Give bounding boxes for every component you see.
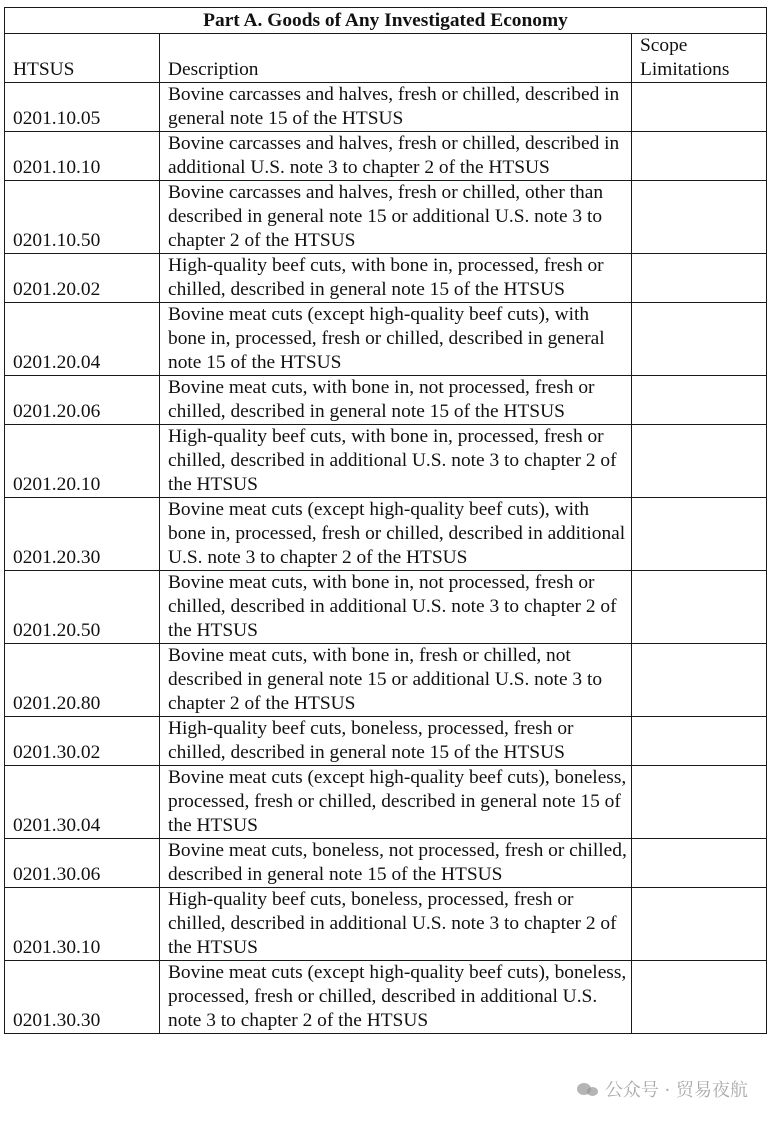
table-row <box>5 571 767 644</box>
description-cell: Bovine meat cuts (except high-quality beef cuts), with bone in, processed, fresh or chilled, described in general note 15 of the HTSUS <box>160 303 632 376</box>
table-row <box>5 181 767 254</box>
htsus-code: 0201.20.02 <box>5 254 160 303</box>
description-cell: Bovine meat cuts (except high-quality beef cuts), boneless, processed, fresh or chilled, described in additional U.S. note 3 to chapter 2 of the HTSUS <box>160 961 632 1034</box>
table-row <box>5 961 767 1034</box>
description-cell: Bovine meat cuts, with bone in, not processed, fresh or chilled, described in additional U.S. note 3 to chapter 2 of the HTSUS <box>160 571 632 644</box>
description-cell: Bovine meat cuts, with bone in, not processed, fresh or chilled, described in general note 15 of the HTSUS <box>160 376 632 425</box>
htsus-code: 0201.30.04 <box>5 766 160 839</box>
htsus-code: 0201.30.10 <box>5 888 160 961</box>
scope-limitations-cell <box>632 571 767 644</box>
description-cell: Bovine carcasses and halves, fresh or chilled, described in general note 15 of the HTSUS <box>160 83 632 132</box>
description-cell: Bovine carcasses and halves, fresh or chilled, other than described in general note 15 or additional U.S. note 3 to chapter 2 of the HTSUS <box>160 181 632 254</box>
scope-limitations-cell <box>632 303 767 376</box>
scope-limitations-cell <box>632 839 767 888</box>
table-row <box>5 303 767 376</box>
description-cell: Bovine meat cuts (except high-quality beef cuts), with bone in, processed, fresh or chilled, described in additional U.S. note 3 to chapter 2 of the HTSUS <box>160 498 632 571</box>
scope-limitations-cell <box>632 181 767 254</box>
table-title-row <box>5 8 767 34</box>
htsus-code: 0201.30.06 <box>5 839 160 888</box>
table-row <box>5 132 767 181</box>
htsus-code: 0201.10.05 <box>5 83 160 132</box>
scope-limitations-cell <box>632 717 767 766</box>
htsus-code: 0201.30.30 <box>5 961 160 1034</box>
scope-limitations-cell <box>632 644 767 717</box>
table-row <box>5 888 767 961</box>
htsus-code: 0201.20.04 <box>5 303 160 376</box>
htsus-code: 0201.10.10 <box>5 132 160 181</box>
table-header-row <box>5 34 767 83</box>
scope-limitations-cell <box>632 766 767 839</box>
table-row <box>5 498 767 571</box>
description-cell: High-quality beef cuts, with bone in, processed, fresh or chilled, described in additional U.S. note 3 to chapter 2 of the HTSUS <box>160 425 632 498</box>
table-row <box>5 425 767 498</box>
description-cell: Bovine meat cuts (except high-quality beef cuts), boneless, processed, fresh or chilled, described in general note 15 of the HTSUS <box>160 766 632 839</box>
table-row <box>5 376 767 425</box>
description-cell: Bovine carcasses and halves, fresh or chilled, described in additional U.S. note 3 to chapter 2 of the HTSUS <box>160 132 632 181</box>
table-body <box>5 83 767 1034</box>
scope-limitations-cell <box>632 83 767 132</box>
table-row <box>5 839 767 888</box>
description-cell: High-quality beef cuts, boneless, processed, fresh or chilled, described in additional U.S. note 3 to chapter 2 of the HTSUS <box>160 888 632 961</box>
description-cell: Bovine meat cuts, with bone in, fresh or chilled, not described in general note 15 or additional U.S. note 3 to chapter 2 of the HTSUS <box>160 644 632 717</box>
scope-limitations-cell <box>632 254 767 303</box>
document-page <box>4 7 766 1034</box>
scope-limitations-cell <box>632 132 767 181</box>
table-row <box>5 83 767 132</box>
table-row <box>5 254 767 303</box>
description-cell: Bovine meat cuts, boneless, not processed, fresh or chilled, described in general note 15 of the HTSUS <box>160 839 632 888</box>
htsus-code: 0201.20.06 <box>5 376 160 425</box>
htsus-code: 0201.20.50 <box>5 571 160 644</box>
wechat-icon <box>577 1081 599 1097</box>
htsus-table <box>4 7 767 1034</box>
watermark-text: 公众号 · 贸易夜航 <box>604 1080 748 1101</box>
htsus-code: 0201.20.10 <box>5 425 160 498</box>
header-scope-limitations: Scope Limitations <box>632 34 767 83</box>
scope-limitations-cell <box>632 498 767 571</box>
scope-limitations-cell <box>632 888 767 961</box>
htsus-code: 0201.10.50 <box>5 181 160 254</box>
table-row <box>5 644 767 717</box>
scope-limitations-cell <box>632 425 767 498</box>
htsus-code: 0201.20.30 <box>5 498 160 571</box>
description-cell: High-quality beef cuts, boneless, processed, fresh or chilled, described in general note 15 of the HTSUS <box>160 717 632 766</box>
scope-limitations-cell <box>632 376 767 425</box>
watermark <box>577 1076 748 1102</box>
htsus-code: 0201.30.02 <box>5 717 160 766</box>
table-row <box>5 766 767 839</box>
header-htsus: HTSUS <box>5 34 160 83</box>
htsus-code: 0201.20.80 <box>5 644 160 717</box>
table-row <box>5 717 767 766</box>
description-cell: High-quality beef cuts, with bone in, processed, fresh or chilled, described in general note 15 of the HTSUS <box>160 254 632 303</box>
header-description: Description <box>160 34 632 83</box>
scope-limitations-cell <box>632 961 767 1034</box>
table-title: Part A. Goods of Any Investigated Economy <box>5 8 767 34</box>
